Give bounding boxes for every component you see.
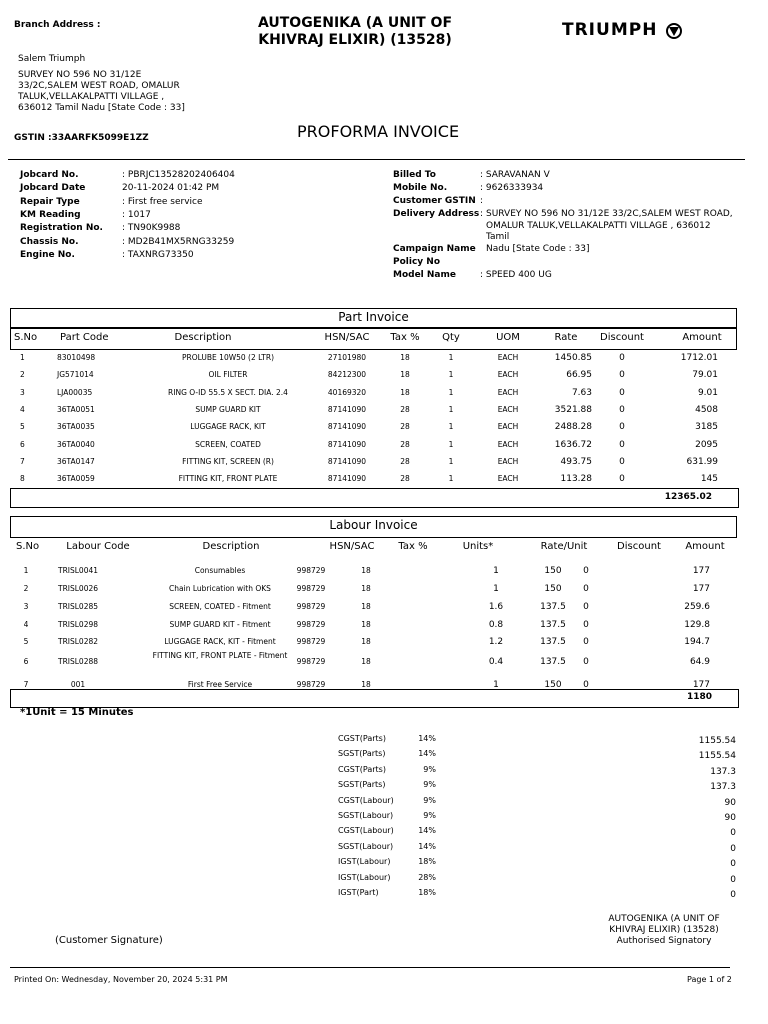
labour-cell: 137.5 <box>540 637 566 647</box>
tax-amount: 0 <box>730 859 736 870</box>
branch-name: Salem Triumph <box>18 54 86 64</box>
labour-column-header: Units* <box>462 541 494 552</box>
part-invoice-title: Part Invoice <box>338 310 409 324</box>
labour-cell: LUGGAGE RACK, KIT - Fitment <box>164 637 276 646</box>
part-cell: 1 <box>20 353 25 362</box>
part-cell: 1 <box>448 353 454 362</box>
part-cell: 1 <box>448 474 454 484</box>
document-title: PROFORMA INVOICE <box>297 122 460 141</box>
address-line: 33/2C,SALEM WEST ROAD, OMALUR <box>18 81 180 91</box>
labour-cell: 18 <box>361 566 371 575</box>
part-cell: 36TA0147 <box>57 456 95 466</box>
branch-address <box>18 70 185 114</box>
labour-cell: 64.9 <box>689 657 710 667</box>
tax-amount: 90 <box>724 813 736 823</box>
labour-cell: 1 <box>23 566 29 575</box>
part-cell: 1 <box>448 439 454 449</box>
part-cell: 40169320 <box>327 387 367 397</box>
part-cell: 8 <box>20 474 25 484</box>
part-cell: 631.99 <box>686 456 718 467</box>
billed-to-label: Billed To <box>393 170 436 180</box>
delivery-address-line: SURVEY NO 596 NO 31/12E 33/2C,SALEM WEST ROAD, <box>486 209 733 219</box>
part-cell: LJA00035 <box>57 387 93 397</box>
part-cell: 4508 <box>695 404 718 415</box>
labour-cell: 3 <box>23 602 29 611</box>
mobile-value: : 9626333934 <box>480 183 544 193</box>
tax-rate: 14% <box>418 841 436 851</box>
part-cell: 2 <box>20 370 25 380</box>
part-cell: SCREEN, COATED <box>195 439 261 449</box>
part-cell: 3 <box>20 387 25 397</box>
part-cell: JG571014 <box>57 370 94 380</box>
labour-column-header: Tax % <box>398 541 428 552</box>
billed-to-value: : SARAVANAN V <box>480 170 550 180</box>
labour-cell: 0 <box>583 584 589 594</box>
part-cell: FITTING KIT, FRONT PLATE <box>178 474 278 484</box>
detail-label: Repair Type <box>20 196 80 207</box>
auth-company-line: KHIVRAJ ELIXIR) (13528) <box>609 925 719 935</box>
detail-label: Engine No. <box>20 249 75 260</box>
labour-cell: 177 <box>692 566 710 576</box>
labour-column-header: Rate/Unit <box>540 541 588 552</box>
labour-total: 1180 <box>686 692 712 702</box>
labour-cell: 137.5 <box>540 620 566 630</box>
labour-column-header: Amount <box>685 541 725 552</box>
detail-value: : 1017 <box>122 209 151 220</box>
detail-label: Registration No. <box>20 223 103 234</box>
labour-cell: 4 <box>23 620 29 629</box>
detail-label: Chassis No. <box>20 236 79 247</box>
part-cell: 36TA0040 <box>57 439 95 449</box>
tax-label: SGST(Parts) <box>338 780 386 790</box>
part-cell: 0 <box>619 404 625 415</box>
part-cell: EACH <box>497 370 519 380</box>
tax-amount: 0 <box>730 890 736 900</box>
part-cell: EACH <box>497 353 519 362</box>
labour-cell: 0 <box>583 602 589 612</box>
header-divider <box>8 159 745 160</box>
part-column-header: Description <box>174 332 232 343</box>
part-cell: 6 <box>20 439 25 449</box>
labour-cell: 998729 <box>296 657 326 666</box>
part-column-header: Tax % <box>390 332 420 343</box>
tax-rate: 14% <box>418 734 436 743</box>
part-cell: 28 <box>400 439 410 449</box>
part-column-header: Part Code <box>60 332 109 343</box>
brand-logo-text: TRIUMPH <box>562 20 658 40</box>
part-cell: 4 <box>20 404 25 414</box>
delivery-address-colon: : <box>480 209 484 219</box>
part-cell: 36TA0059 <box>57 474 95 484</box>
part-cell: 0 <box>619 422 625 433</box>
gstin: GSTIN :33AARFK5099E1ZZ <box>14 133 149 143</box>
part-cell: 493.75 <box>560 456 592 467</box>
labour-cell: 7 <box>23 680 29 689</box>
part-cell: EACH <box>497 387 519 397</box>
labour-cell: 998729 <box>296 584 326 593</box>
tax-label: CGST(Parts) <box>338 734 386 743</box>
part-cell: 113.28 <box>560 474 592 485</box>
labour-cell: 1.6 <box>488 602 504 612</box>
part-cell: 84212300 <box>327 370 367 380</box>
part-column-header: Amount <box>682 332 722 343</box>
labour-cell: 001 <box>70 680 86 689</box>
branch-address-label: Branch Address : <box>14 20 101 30</box>
labour-column-header: Labour Code <box>66 541 130 552</box>
detail-value: 20-11-2024 01:42 PM <box>122 183 220 194</box>
tax-amount: 0 <box>730 843 736 854</box>
part-cell: 28 <box>400 422 410 432</box>
triumph-emblem-icon <box>664 22 684 40</box>
tax-label: SGST(Parts) <box>338 749 386 759</box>
part-cell: 87141090 <box>327 404 367 414</box>
labour-cell: FITTING KIT, FRONT PLATE - Fitment <box>152 651 288 660</box>
model-name-value: : SPEED 400 UG <box>480 270 552 280</box>
labour-cell: 2 <box>23 584 29 593</box>
labour-cell: 18 <box>361 602 371 611</box>
part-cell: 87141090 <box>327 456 367 466</box>
part-cell: 87141090 <box>327 439 367 449</box>
detail-label: Jobcard No. <box>20 170 79 180</box>
tax-label: IGST(Part) <box>338 888 379 897</box>
detail-value: : MD2B41MX5RNG33259 <box>122 236 235 247</box>
labour-cell: SCREEN, COATED - Fitment <box>169 602 271 611</box>
part-cell: OIL FILTER <box>208 370 248 380</box>
tax-rate: 18% <box>418 857 436 867</box>
labour-cell: 137.5 <box>540 657 566 667</box>
page-number: Page 1 of 2 <box>687 975 732 984</box>
labour-cell: TRISL0282 <box>57 637 99 646</box>
part-cell: 18 <box>400 370 410 380</box>
labour-cell: 150 <box>544 584 562 594</box>
part-cell: 1712.01 <box>680 353 718 363</box>
part-column-header: Discount <box>600 332 644 343</box>
labour-cell: 0 <box>583 620 589 630</box>
part-cell: 36TA0051 <box>57 404 95 414</box>
tax-label: SGST(Labour) <box>338 841 394 851</box>
part-column-header: Qty <box>442 332 460 343</box>
part-cell: 1450.85 <box>554 353 592 363</box>
tax-label: CGST(Parts) <box>338 764 386 774</box>
printed-on: Printed On: Wednesday, November 20, 2024 5:31 PM <box>14 975 228 984</box>
part-cell: 28 <box>400 474 410 484</box>
part-cell: 0 <box>619 439 625 450</box>
model-name-label: Model Name <box>393 270 456 280</box>
unit-note: *1Unit = 15 Minutes <box>20 707 134 718</box>
part-cell: FITTING KIT, SCREEN (R) <box>182 456 274 466</box>
part-column-header: UOM <box>496 332 520 343</box>
part-cell: LUGGAGE RACK, KIT <box>190 422 266 432</box>
tax-label: IGST(Labour) <box>338 857 391 867</box>
detail-value: : PBRJC13528202406404 <box>122 170 235 180</box>
part-cell: 1 <box>448 404 454 414</box>
part-cell: 66.95 <box>566 370 592 381</box>
tax-rate: 28% <box>418 872 436 882</box>
labour-cell: 1 <box>493 584 499 594</box>
tax-rate: 14% <box>418 749 436 759</box>
labour-cell: 998729 <box>296 680 326 689</box>
labour-cell: 0 <box>583 566 589 576</box>
labour-cell: 177 <box>692 680 710 690</box>
delivery-address-line: Nadu [State Code : 33] <box>486 243 590 254</box>
labour-cell: 998729 <box>296 602 326 611</box>
brand-logo <box>562 20 692 42</box>
labour-cell: 998729 <box>296 637 326 646</box>
labour-cell: 194.7 <box>684 637 710 647</box>
part-cell: 18 <box>400 353 410 362</box>
labour-cell: 998729 <box>296 620 326 629</box>
part-cell: 9.01 <box>697 387 718 398</box>
labour-cell: 150 <box>544 680 562 690</box>
labour-cell: 150 <box>544 566 562 576</box>
labour-cell: 998729 <box>296 566 326 575</box>
part-cell: 1 <box>448 387 454 397</box>
part-cell: EACH <box>497 456 519 466</box>
part-cell: 1636.72 <box>554 439 592 450</box>
part-cell: 27101980 <box>327 353 367 362</box>
policy-no-label: Policy No <box>393 257 440 267</box>
labour-cell: 137.5 <box>540 602 566 612</box>
labour-cell: TRISL0298 <box>57 620 99 629</box>
labour-cell: 5 <box>23 637 29 646</box>
tax-amount: 1155.54 <box>698 751 736 762</box>
labour-cell: TRISL0288 <box>57 657 99 666</box>
labour-column-header: Description <box>202 541 260 552</box>
part-column-header: HSN/SAC <box>324 332 370 343</box>
labour-cell: 18 <box>361 680 371 689</box>
part-cell: 87141090 <box>327 474 367 484</box>
labour-column-header: Discount <box>617 541 661 552</box>
detail-label: KM Reading <box>20 209 81 220</box>
tax-amount: 137.3 <box>710 782 736 793</box>
labour-cell: 0.8 <box>488 620 504 630</box>
labour-cell: 18 <box>361 637 371 646</box>
part-cell: 2488.28 <box>554 422 592 433</box>
part-cell: 79.01 <box>692 370 718 381</box>
labour-cell: 1.2 <box>488 637 504 647</box>
labour-cell: TRISL0041 <box>57 566 99 575</box>
part-cell: EACH <box>497 439 519 449</box>
labour-cell: 18 <box>361 620 371 629</box>
tax-label: CGST(Labour) <box>338 795 394 805</box>
footer-divider <box>10 967 730 968</box>
labour-cell: Consumables <box>194 566 246 575</box>
detail-value: : First free service <box>122 196 203 207</box>
customer-gstin-value: : <box>480 196 484 206</box>
part-cell: 36TA0035 <box>57 422 95 432</box>
tax-amount: 137.3 <box>710 766 736 777</box>
part-cell: 0 <box>619 474 625 485</box>
auth-signatory-label: Authorised Signatory <box>616 936 712 946</box>
delivery-address <box>486 209 736 255</box>
delivery-address-label: Delivery Address <box>393 209 480 219</box>
part-cell: 5 <box>20 422 25 432</box>
part-cell: 0 <box>619 370 625 381</box>
tax-rate: 14% <box>418 826 436 836</box>
part-cell: 18 <box>400 387 410 397</box>
labour-cell: 0 <box>583 680 589 690</box>
labour-cell: 259.6 <box>684 602 710 612</box>
part-cell: 0 <box>619 353 625 363</box>
labour-cell: 18 <box>361 584 371 593</box>
detail-value: : TN90K9988 <box>122 223 181 234</box>
labour-cell: 177 <box>692 584 710 594</box>
labour-cell: 0 <box>583 657 589 667</box>
address-line: 636012 Tamil Nadu [State Code : 33] <box>18 103 185 113</box>
customer-signature: (Customer Signature) <box>55 935 163 946</box>
address-line: SURVEY NO 596 NO 31/12E <box>18 70 142 80</box>
part-cell: 28 <box>400 456 410 466</box>
labour-cell: TRISL0026 <box>57 584 99 593</box>
part-cell: 145 <box>700 474 718 485</box>
tax-rate: 9% <box>423 764 436 774</box>
address-line: TALUK,VELLAKALPATTI VILLAGE , <box>18 92 165 102</box>
part-cell: RING O-ID 55.5 X SECT. DIA. 2.4 <box>168 387 288 397</box>
labour-cell: 6 <box>23 657 29 666</box>
part-cell: 7 <box>20 456 25 466</box>
part-cell: 2095 <box>695 439 718 450</box>
part-cell: 0 <box>619 456 625 467</box>
part-cell: 1 <box>448 422 454 432</box>
labour-cell: 1 <box>493 566 499 576</box>
part-cell: 0 <box>619 387 625 398</box>
labour-cell: SUMP GUARD KIT - Fitment <box>169 620 271 629</box>
tax-rate: 18% <box>418 888 436 897</box>
labour-cell: 1 <box>493 680 499 690</box>
labour-cell: 0 <box>583 637 589 647</box>
part-cell: PROLUBE 10W50 (2 LTR) <box>181 353 275 362</box>
labour-column-header: S.No <box>16 541 40 552</box>
labour-cell: Chain Lubrication with OKS <box>169 584 271 593</box>
tax-rate: 9% <box>423 811 436 820</box>
tax-label: IGST(Labour) <box>338 872 391 882</box>
tax-amount: 0 <box>730 828 736 839</box>
detail-value: : TAXNRG73350 <box>122 249 194 260</box>
labour-cell: 18 <box>361 657 371 666</box>
tax-rate: 9% <box>423 780 436 790</box>
tax-amount: 0 <box>730 874 736 885</box>
part-cell: 1 <box>448 370 454 380</box>
part-cell: SUMP GUARD KIT <box>195 404 261 414</box>
part-cell: 87141090 <box>327 422 367 432</box>
labour-cell: First Free Service <box>187 680 253 689</box>
part-cell: 28 <box>400 404 410 414</box>
labour-invoice-title: Labour Invoice <box>329 518 418 532</box>
company-name: AUTOGENIKA (A UNIT OF KHIVRAJ ELIXIR) (13528) <box>257 15 453 48</box>
part-cell: EACH <box>497 474 519 484</box>
part-cell: 7.63 <box>571 387 592 398</box>
part-cell: 3185 <box>695 422 718 433</box>
mobile-label: Mobile No. <box>393 183 448 193</box>
labour-cell: 129.8 <box>684 620 710 630</box>
part-column-header: Rate <box>554 332 578 343</box>
part-cell: EACH <box>497 404 519 414</box>
tax-label: CGST(Labour) <box>338 826 394 836</box>
tax-amount: 1155.54 <box>698 736 736 746</box>
tax-rate: 9% <box>423 795 436 805</box>
labour-cell: TRISL0285 <box>57 602 99 611</box>
detail-label: Jobcard Date <box>20 183 86 194</box>
part-cell: EACH <box>497 422 519 432</box>
part-column-header: S.No <box>14 332 38 343</box>
delivery-address-line: OMALUR TALUK,VELLAKALPATTI VILLAGE , 636012 Tamil <box>486 220 711 242</box>
tax-label: SGST(Labour) <box>338 811 394 820</box>
campaign-name-label: Campaign Name <box>393 244 476 254</box>
part-cell: 1 <box>448 456 454 466</box>
part-total: 12365.02 <box>664 492 712 502</box>
labour-cell: 0.4 <box>488 657 504 667</box>
part-cell: 83010498 <box>57 353 96 362</box>
customer-gstin-label: Customer GSTIN <box>393 196 476 206</box>
part-cell: 3521.88 <box>554 404 592 415</box>
labour-column-header: HSN/SAC <box>329 541 375 552</box>
tax-amount: 90 <box>724 797 736 808</box>
authorised-signatory <box>590 914 738 947</box>
auth-company-line: AUTOGENIKA (A UNIT OF <box>608 914 720 924</box>
